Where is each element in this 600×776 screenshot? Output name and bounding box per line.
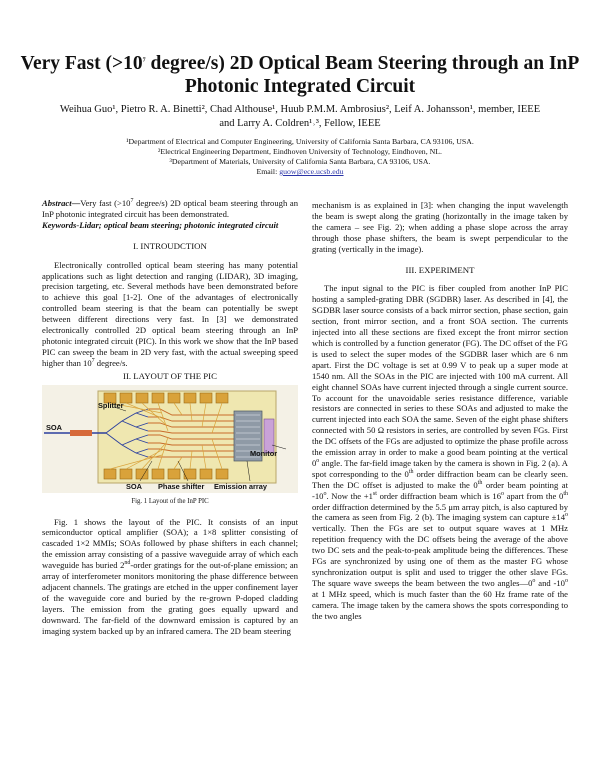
intro-paragraph (42, 260, 298, 369)
affiliation-1: ¹Department of Electrical and Computer Engineering, University of California Santa Barbara, CA 93106, USA. (126, 137, 474, 146)
exp-sup: o (565, 512, 568, 519)
abstract-dash: — (71, 198, 81, 208)
intro-text-rest: degree/s. (94, 357, 128, 368)
figure-label-emission-array: Emission array (214, 481, 267, 491)
intro-text: Electronically controlled optical beam steering has many potential applications such as light detection and ranging (LIDAR), 3D imaging, precision targeting, etc. Several methods have been demonstrated before to achieve this goal [1-2]. One of the advantages of electronically controlled beam steering is that the beam can potentially be swept between different directions very fast. In [3] we demonstrated electronically controlled 2D optical beam steering through an InP photonic integrated circuit (PIC). In this work we show that the InP based PIC can sweep the beam in 2D very fast, with the actual sweeping speed higher than 10 (42, 259, 298, 368)
layout-text-rest: -order gratings for the out-of-plane emission; an array of interferometer monitors monitoring the phase difference between adjacent channels. The gratings are etched in the upper confinement layer of the waveguide core and buried by the re-grown P-doped cladding layers. The emission from the grating goes equally upward and downward. The far-field of the downward emission is captured by an imaging system backed up by an infrared camera. The 2D beam steering (42, 560, 298, 636)
exp-sup: o (323, 490, 327, 497)
section-heading-experiment: III. EXPERIMENT (405, 264, 475, 275)
mechanism-paragraph: mechanism is as explained in [3]: when changing the input wavelength the beam is swept along the grating (horizontally in the image taken by the camera – see Fig. 2); when adding a phase slope across the array through those phase shifters, the beam is swept perpendicular to the grating (vertically in the image). (312, 200, 568, 254)
section-heading-introduction: I. INTROUDCTION (133, 240, 207, 251)
exp-text-d: order beam pointing at -10 (312, 479, 568, 501)
abstract-label: Abstract (42, 198, 72, 208)
email-label: Email: (256, 167, 280, 176)
pic-layout-diagram (42, 385, 298, 493)
authors-line-1: Weihua Guo¹, Pietro R. A. Binetti², Chad Althouse¹, Huub P.M.M. Ambrosius², Leif A. Johansson¹, member, IEEE (59, 104, 541, 115)
layout-paragraph (42, 517, 298, 637)
exp-text-g: apart from the 0 (504, 490, 564, 501)
email-link[interactable]: guow@ece.ucsb.edu (279, 167, 344, 176)
abstract-text: Very fast (>10 (80, 198, 131, 208)
figure-caption: Fig. 1 Layout of the InP PIC (131, 497, 209, 505)
affiliation-2: ²Electrical Engineering Department, Eindhoven University of Technology, Eindhoven, NL. (158, 147, 442, 156)
exp-text-b: angle. The far-field image taken by the camera is shown in Fig. 2 (a). A spot corresponding to the 0 (312, 457, 568, 479)
keywords: Keywords-Lidar; optical beam steering; photonic integrated circuit (42, 219, 279, 230)
abstract-text-rest: degree/s) 2D optical beam steering through an InP photonic integrated circuit has been demonstrated. (42, 198, 298, 219)
left-column (42, 198, 298, 636)
experiment-paragraph (312, 283, 568, 621)
exp-text-h: order diffraction determined by the 5.5 μm array pitch, is also captured by the camera as seen from Fig. 2 (b). The imaging system can capture ±14 (312, 501, 568, 523)
intro-sup: 7 (91, 357, 95, 364)
authors-line-2: and Larry A. Coldren¹˒³, Fellow, IEEE (219, 118, 381, 129)
exp-sup: th (408, 468, 414, 475)
figure-label-soa-channel: SOA (126, 481, 143, 491)
exp-text-e: . Now the +1 (326, 490, 373, 501)
abstract-sup: 7 (130, 198, 134, 205)
layout-sup: nd (124, 560, 131, 567)
monitor-block (264, 419, 274, 453)
email-line (30, 167, 570, 177)
affiliations (30, 137, 570, 177)
input-soa (70, 430, 92, 436)
abstract (42, 198, 298, 220)
exp-sup: th (563, 490, 568, 497)
title-sup: 7 (142, 57, 146, 64)
figure-label-splitter: Splitter (98, 400, 124, 410)
exp-sup: o (501, 490, 505, 497)
exp-sup: o (316, 458, 320, 465)
exp-sup: o (532, 578, 536, 585)
exp-sup: o (564, 578, 568, 585)
exp-text-c: order diffraction beam can be clearly seen. Then the DC offset is adjusted to make the 0 (312, 468, 569, 490)
exp-sup: st (372, 490, 377, 497)
exp-text-i: vertically. Then the FGs are set to output square waves at 1 MHz repetition frequency with the DC offsets being the average of the above two DC sets and the peak-to-peak amplitude being the differences. These FGs are synchronized by using one of them as the master FG whose synchronization output is split and used to trigger the other slave FGs. The square wave sweeps the beam between the two angles—0 (312, 523, 568, 588)
title-text-rest: degree/s) 2D Optical Beam Steering through an InP (145, 53, 580, 74)
exp-text-a: The input signal to the PIC is fiber coupled from another InP PIC hosting a sampled-grating DBR (SGDBR) laser. As described in [4], the SGDBR laser source consists of a back mirror section, phase section, gain section, front mirror section, and a front SOA section. The currents injected into all these sections are fixed except the front mirror section which is controlled by a function generator (FG). The DC offset of the FG is used to select the super modes of the SGDBR laser which are 6 nm apart. First the DC voltage is set at 0.99 V to peak up a super mode at 1540 nm. All the SOAs in the PIC are injected with 100 mA current. All eight channel SOAs have current injected through a single current source. To account for the unavoidable series resistance difference, variable resistors are connected in series to these SOAs and adjusted to make the current injected into each SOA the same. Seven of the eight phase shifters connected with 50 Ω resistors in series, are controlled by seven FGs. First the DC offsets of the FGs are adjusted to optimize the phase profile across the emission array in order to make a good beam pointing at the vertical 0 (312, 283, 568, 468)
pic-layout-figure (42, 385, 298, 493)
title-text: Very Fast (>10 (20, 53, 143, 74)
figure-label-monitor: Monitor (250, 448, 278, 458)
paper-title (20, 52, 580, 98)
figure-label-soa-input: SOA (46, 422, 63, 432)
section-heading-layout: II. LAYOUT OF THE PIC (123, 370, 217, 381)
exp-sup: th (477, 479, 483, 486)
layout-text: Fig. 1 shows the layout of the PIC. It consists of an input semiconductor optical amplifier (SOA); a 1×8 splitter consisting of cascaded 1×2 MMIs; SOAs followed by phase shifters in each channel; the emission array consisting of a passive waveguide array of which each waveguide has buried 2 (42, 516, 298, 571)
author-list (30, 103, 570, 131)
title-line-2: Photonic Integrated Circuit (184, 76, 416, 97)
exp-text-f: order diffraction beam which is 16 (376, 490, 502, 501)
figure-label-phase-shifter: Phase shifter (158, 481, 205, 491)
exp-text-j: and -10 (535, 577, 565, 588)
affiliation-3: ³Department of Materials, University of California Santa Barbara, CA 93106, USA. (169, 157, 431, 166)
exp-text-k: at 1 MHz speed, which is much faster than the 60 Hz frame rate of the camera. The image taken by the camera shows the spots corresponding to the two angles (312, 588, 568, 621)
right-column (312, 200, 568, 622)
